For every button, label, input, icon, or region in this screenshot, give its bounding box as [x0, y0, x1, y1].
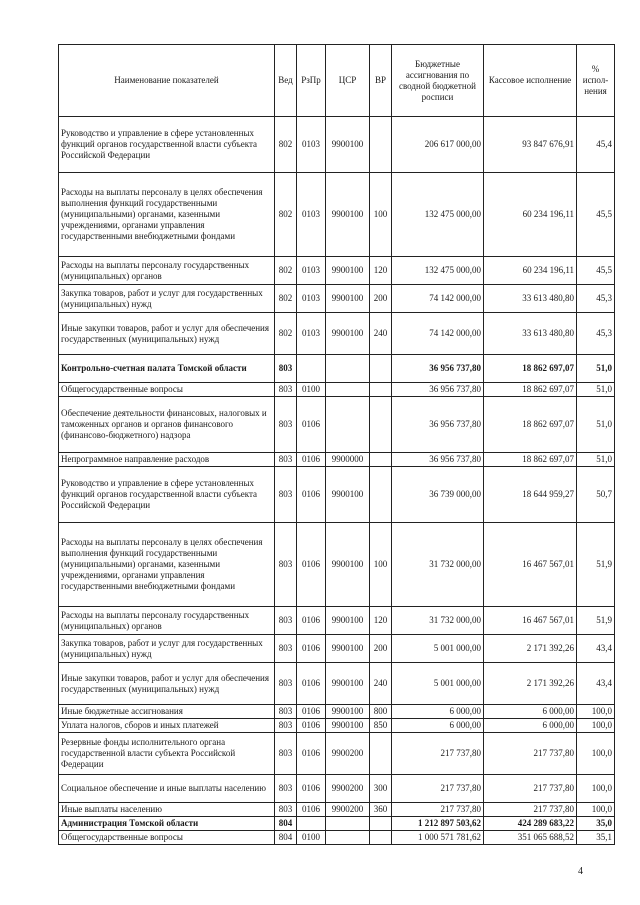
header-name: Наименование показателей [59, 45, 275, 117]
table-row [59, 467, 615, 523]
cell-cash: 18 862 697,07 [484, 355, 577, 383]
cell-csr [326, 817, 370, 831]
cell-vr [370, 467, 392, 523]
cell-pct: 100,0 [577, 775, 615, 803]
cell-csr: 9900100 [326, 635, 370, 663]
cell-rzpr: 0103 [297, 313, 326, 355]
cell-rzpr: 0106 [297, 397, 326, 453]
cell-cash: 33 613 480,80 [484, 285, 577, 313]
header-ved: Вед [275, 45, 297, 117]
cell-vr [370, 397, 392, 453]
cell-budget: 36 956 737,80 [392, 383, 484, 397]
table-row [59, 397, 615, 453]
cell-ved: 803 [275, 453, 297, 467]
cell-ved: 803 [275, 803, 297, 817]
cell-vr: 300 [370, 775, 392, 803]
cell-ved: 803 [275, 663, 297, 705]
table-row [59, 719, 615, 733]
cell-vr: 120 [370, 257, 392, 285]
cell-budget: 74 142 000,00 [392, 285, 484, 313]
cell-pct: 35,0 [577, 817, 615, 831]
cell-budget: 206 617 000,00 [392, 117, 484, 173]
header-vr: ВР [370, 45, 392, 117]
table-row [59, 635, 615, 663]
header-budget: Бюджетные ассигнования по сводной бюджетной росписи [392, 45, 484, 117]
cell-budget: 36 956 737,80 [392, 453, 484, 467]
cell-rzpr: 0106 [297, 453, 326, 467]
cell-cash: 6 000,00 [484, 705, 577, 719]
cell-ved: 803 [275, 775, 297, 803]
table-row [59, 775, 615, 803]
cell-cash: 217 737,80 [484, 733, 577, 775]
cell-pct: 51,0 [577, 453, 615, 467]
budget-execution-table [58, 44, 615, 845]
cell-pct: 100,0 [577, 803, 615, 817]
cell-cash: 18 862 697,07 [484, 397, 577, 453]
cell-name: Резервные фонды исполнительного органа государственной власти субъекта Российской Федерации [59, 733, 275, 775]
table-row [59, 257, 615, 285]
cell-cash: 217 737,80 [484, 775, 577, 803]
cell-rzpr: 0106 [297, 663, 326, 705]
cell-pct: 43,4 [577, 635, 615, 663]
cell-csr: 9900100 [326, 313, 370, 355]
cell-budget: 217 737,80 [392, 803, 484, 817]
page-number: 4 [578, 866, 583, 877]
cell-pct: 45,5 [577, 173, 615, 257]
cell-cash: 60 234 196,11 [484, 173, 577, 257]
cell-csr: 9900100 [326, 719, 370, 733]
cell-vr: 800 [370, 705, 392, 719]
cell-pct: 45,3 [577, 313, 615, 355]
cell-budget: 217 737,80 [392, 733, 484, 775]
cell-cash: 93 847 676,91 [484, 117, 577, 173]
cell-vr: 120 [370, 607, 392, 635]
cell-rzpr: 0106 [297, 775, 326, 803]
table-row [59, 285, 615, 313]
cell-pct: 35,1 [577, 831, 615, 845]
cell-pct: 100,0 [577, 705, 615, 719]
cell-csr: 9900200 [326, 803, 370, 817]
cell-ved: 804 [275, 817, 297, 831]
cell-pct: 51,0 [577, 383, 615, 397]
cell-budget: 1 000 571 781,62 [392, 831, 484, 845]
cell-rzpr: 0106 [297, 705, 326, 719]
table-row [59, 607, 615, 635]
cell-csr: 9900100 [326, 523, 370, 607]
cell-ved: 803 [275, 355, 297, 383]
cell-ved: 803 [275, 467, 297, 523]
cell-cash: 18 644 959,27 [484, 467, 577, 523]
cell-pct: 43,4 [577, 663, 615, 705]
cell-ved: 803 [275, 523, 297, 607]
cell-name: Иные закупки товаров, работ и услуг для обеспечения государственных (муниципальных) нужд [59, 663, 275, 705]
cell-pct: 51,9 [577, 523, 615, 607]
cell-vr: 850 [370, 719, 392, 733]
table-row [59, 453, 615, 467]
cell-budget: 132 475 000,00 [392, 257, 484, 285]
header-cash: Кассовое исполнение [484, 45, 577, 117]
cell-cash: 16 467 567,01 [484, 607, 577, 635]
cell-budget: 31 732 000,00 [392, 523, 484, 607]
table-row [59, 663, 615, 705]
cell-ved: 804 [275, 831, 297, 845]
cell-vr [370, 817, 392, 831]
cell-vr [370, 831, 392, 845]
cell-ved: 803 [275, 733, 297, 775]
cell-budget: 74 142 000,00 [392, 313, 484, 355]
cell-rzpr: 0106 [297, 523, 326, 607]
table-row [59, 803, 615, 817]
cell-ved: 802 [275, 313, 297, 355]
header-csr: ЦСР [326, 45, 370, 117]
cell-ved: 803 [275, 607, 297, 635]
header-pct: % испол-нения [577, 45, 615, 117]
cell-csr: 9900100 [326, 705, 370, 719]
cell-rzpr: 0106 [297, 635, 326, 663]
cell-pct: 100,0 [577, 733, 615, 775]
table-row [59, 523, 615, 607]
cell-pct: 50,7 [577, 467, 615, 523]
table-row [59, 355, 615, 383]
cell-name: Общегосударственные вопросы [59, 831, 275, 845]
cell-cash: 2 171 392,26 [484, 663, 577, 705]
cell-cash: 60 234 196,11 [484, 257, 577, 285]
header-rzpr: РзПр [297, 45, 326, 117]
cell-ved: 803 [275, 383, 297, 397]
cell-vr: 200 [370, 635, 392, 663]
cell-name: Обеспечение деятельности финансовых, налоговых и таможенных органов и органов финансового (финансово-бюджетного) надзора [59, 397, 275, 453]
cell-csr: 9900100 [326, 467, 370, 523]
cell-csr: 9900100 [326, 663, 370, 705]
cell-budget: 36 739 000,00 [392, 467, 484, 523]
cell-csr: 9900000 [326, 453, 370, 467]
cell-csr: 9900200 [326, 733, 370, 775]
cell-name: Иные закупки товаров, работ и услуг для обеспечения государственных (муниципальных) нужд [59, 313, 275, 355]
cell-budget: 5 001 000,00 [392, 635, 484, 663]
cell-budget: 132 475 000,00 [392, 173, 484, 257]
cell-csr: 9900100 [326, 257, 370, 285]
cell-csr: 9900100 [326, 173, 370, 257]
table-row [59, 313, 615, 355]
cell-name: Закупка товаров, работ и услуг для государственных (муниципальных) нужд [59, 285, 275, 313]
cell-cash: 217 737,80 [484, 803, 577, 817]
cell-cash: 18 862 697,07 [484, 383, 577, 397]
table-row [59, 831, 615, 845]
cell-ved: 803 [275, 635, 297, 663]
cell-csr: 9900100 [326, 285, 370, 313]
table-row [59, 817, 615, 831]
cell-rzpr [297, 355, 326, 383]
cell-name: Иные выплаты населению [59, 803, 275, 817]
cell-vr [370, 733, 392, 775]
cell-pct: 51,9 [577, 607, 615, 635]
cell-vr [370, 383, 392, 397]
cell-name: Расходы на выплаты персоналу в целях обеспечения выполнения функций государственными (муниципальными) органами, казенными учреждениями, органами управления государственными внебюджетными фондами [59, 523, 275, 607]
cell-csr: 9900100 [326, 117, 370, 173]
cell-budget: 36 956 737,80 [392, 355, 484, 383]
cell-name: Администрация Томской области [59, 817, 275, 831]
cell-vr [370, 355, 392, 383]
cell-budget: 36 956 737,80 [392, 397, 484, 453]
cell-budget: 31 732 000,00 [392, 607, 484, 635]
cell-name: Расходы на выплаты персоналу государственных (муниципальных) органов [59, 257, 275, 285]
cell-pct: 45,3 [577, 285, 615, 313]
cell-vr: 360 [370, 803, 392, 817]
cell-vr: 100 [370, 523, 392, 607]
table-header-row [59, 45, 615, 117]
table-row [59, 705, 615, 719]
table-row [59, 117, 615, 173]
cell-csr [326, 397, 370, 453]
cell-cash: 351 065 688,52 [484, 831, 577, 845]
cell-name: Расходы на выплаты персоналу в целях обеспечения выполнения функций государственными (муниципальными) органами, казенными учреждениями, органами управления государственными внебюджетными фондами [59, 173, 275, 257]
cell-rzpr: 0106 [297, 607, 326, 635]
cell-rzpr: 0106 [297, 733, 326, 775]
cell-vr: 100 [370, 173, 392, 257]
cell-ved: 802 [275, 173, 297, 257]
cell-rzpr [297, 817, 326, 831]
cell-rzpr: 0103 [297, 257, 326, 285]
cell-cash: 16 467 567,01 [484, 523, 577, 607]
cell-rzpr: 0103 [297, 173, 326, 257]
cell-name: Уплата налогов, сборов и иных платежей [59, 719, 275, 733]
cell-name: Контрольно-счетная палата Томской области [59, 355, 275, 383]
cell-pct: 45,4 [577, 117, 615, 173]
cell-csr [326, 355, 370, 383]
cell-cash: 424 289 683,22 [484, 817, 577, 831]
cell-vr: 200 [370, 285, 392, 313]
cell-vr [370, 453, 392, 467]
cell-csr [326, 383, 370, 397]
cell-pct: 51,0 [577, 355, 615, 383]
cell-cash: 2 171 392,26 [484, 635, 577, 663]
cell-ved: 802 [275, 285, 297, 313]
cell-ved: 803 [275, 719, 297, 733]
cell-ved: 803 [275, 705, 297, 719]
cell-rzpr: 0103 [297, 285, 326, 313]
cell-pct: 100,0 [577, 719, 615, 733]
cell-budget: 1 212 897 503,62 [392, 817, 484, 831]
cell-budget: 5 001 000,00 [392, 663, 484, 705]
cell-pct: 45,5 [577, 257, 615, 285]
cell-name: Руководство и управление в сфере установленных функций органов государственной власти субъекта Российской Федерации [59, 467, 275, 523]
cell-rzpr: 0106 [297, 719, 326, 733]
cell-ved: 803 [275, 397, 297, 453]
cell-budget: 6 000,00 [392, 719, 484, 733]
cell-name: Расходы на выплаты персоналу государственных (муниципальных) органов [59, 607, 275, 635]
cell-vr: 240 [370, 663, 392, 705]
cell-vr [370, 117, 392, 173]
cell-name: Общегосударственные вопросы [59, 383, 275, 397]
table-row [59, 173, 615, 257]
cell-name: Непрограммное направление расходов [59, 453, 275, 467]
cell-name: Социальное обеспечение и иные выплаты населению [59, 775, 275, 803]
cell-budget: 217 737,80 [392, 775, 484, 803]
cell-cash: 18 862 697,07 [484, 453, 577, 467]
table-row [59, 383, 615, 397]
cell-rzpr: 0106 [297, 467, 326, 523]
cell-cash: 33 613 480,80 [484, 313, 577, 355]
cell-csr: 9900100 [326, 607, 370, 635]
table-row [59, 733, 615, 775]
cell-name: Иные бюджетные ассигнования [59, 705, 275, 719]
cell-vr: 240 [370, 313, 392, 355]
cell-csr [326, 831, 370, 845]
cell-rzpr: 0103 [297, 117, 326, 173]
cell-cash: 6 000,00 [484, 719, 577, 733]
cell-name: Руководство и управление в сфере установленных функций органов государственной власти субъекта Российской Федерации [59, 117, 275, 173]
cell-csr: 9900200 [326, 775, 370, 803]
cell-budget: 6 000,00 [392, 705, 484, 719]
cell-ved: 802 [275, 117, 297, 173]
cell-rzpr: 0106 [297, 803, 326, 817]
cell-rzpr: 0100 [297, 831, 326, 845]
cell-rzpr: 0100 [297, 383, 326, 397]
cell-name: Закупка товаров, работ и услуг для государственных (муниципальных) нужд [59, 635, 275, 663]
cell-ved: 802 [275, 257, 297, 285]
cell-pct: 51,0 [577, 397, 615, 453]
